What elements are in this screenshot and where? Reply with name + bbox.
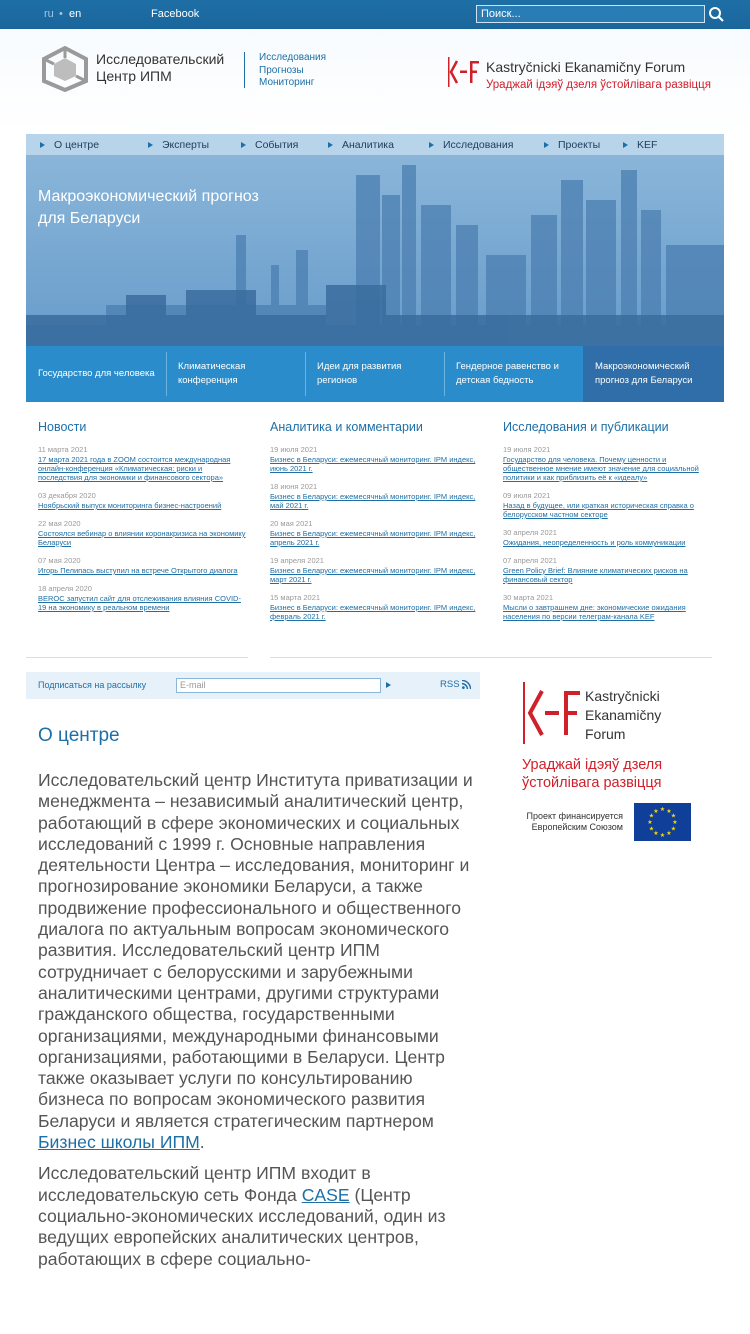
news-date: 19 апреля 2021	[270, 556, 324, 565]
news-date: 22 мая 2020	[38, 519, 81, 528]
news-date: 03 декабря 2020	[38, 491, 96, 500]
nav-item-label: О центре	[54, 139, 100, 151]
main-nav	[26, 134, 724, 155]
news-link[interactable]: BEROC запустил сайт для отслеживания влияния COVID-19 на экономику в реальном времени	[38, 594, 241, 612]
news-link[interactable]: Мысли о завтрашнем дне: экономические ожидания населения по версии телеграм-канала KEF	[503, 603, 686, 621]
subscribe-label: Подписаться на рассылку	[38, 680, 147, 690]
news-link[interactable]: 17 марта 2021 года в ZOOM состоится международная онлайн-конференция «Климатическая: риски и последствия для экономики и финансового сектора»	[38, 455, 231, 482]
tab-regional-ideas[interactable]: Идеи для развития регионов	[317, 361, 402, 386]
news-date: 30 апреля 2021	[503, 528, 557, 537]
logo-tagline	[259, 52, 326, 90]
news-date: 20 мая 2021	[270, 519, 313, 528]
svg-text:★: ★	[647, 819, 653, 826]
column-divider	[503, 657, 712, 658]
publications-column	[503, 420, 713, 630]
tagline-line: Мониторинг	[259, 77, 315, 88]
banner-title[interactable]: Макроэкономический прогноз для Беларуси	[38, 188, 259, 227]
svg-text:★: ★	[666, 808, 672, 815]
eu-funding-text	[508, 811, 623, 833]
news-date: 07 мая 2020	[38, 556, 81, 565]
arrow-right-icon	[623, 142, 628, 148]
svg-text:★: ★	[670, 812, 677, 820]
nav-item-analytics[interactable]	[328, 139, 394, 151]
news-link[interactable]: Государство для человека. Почему ценности и общественное мнение имеют значение для социальной политики и как приблизить её к «идеалу»	[503, 455, 699, 482]
eu-funding-line: Европейским Союзом	[531, 822, 623, 832]
lang-ru-link[interactable]: ru	[44, 8, 54, 20]
arrow-right-icon	[429, 142, 434, 148]
news-link[interactable]: Бизнес в Беларуси: ежемесячный мониторинг. IPM индекс, март 2021 г.	[270, 566, 476, 584]
about-paragraph-text: Исследовательский центр Института приватизации и менеджмента – независимый аналитический центр, работающий в сфере экономических и социальных исследований с 1999 г. Основные направления деятельности Центра – исследования, мониторинг и прогнозирование экономики Беларуси, а также продвижение профессионального и общественного диалога по актуальным вопросам экономического развития. Исследовательский центр ИПМ сотрудничает с белорусскими и зарубежными аналитическими центрами, другими структурами гражданского общества, государственными организациями, международными финансовыми организациями, работающими в Беларуси. Центр также оказывает услуги по консультированию бизнеса по вопросам экономического развития Беларуси и является стратегическим партнером	[38, 770, 473, 1131]
facebook-link[interactable]: Facebook	[151, 8, 200, 20]
business-school-link[interactable]: Бизнес школы ИПМ	[38, 1132, 200, 1153]
list-item	[270, 445, 480, 473]
kef-subtitle: Ураджай ідэяў дзеля ўстойлівага развіцця	[486, 79, 711, 91]
sidebar-kef-title-line: Ekanamičny	[585, 707, 662, 723]
list-item	[503, 491, 713, 519]
news-date: 07 апреля 2021	[503, 556, 557, 565]
news-date: 18 апреля 2020	[38, 584, 92, 593]
about-paragraph-end: .	[199, 1132, 205, 1153]
nav-item-about[interactable]	[40, 139, 99, 151]
nav-item-label: Аналитика	[342, 139, 394, 151]
svg-text:★: ★	[659, 832, 666, 839]
nav-item-kef[interactable]	[623, 139, 657, 151]
about-title: О центре	[38, 725, 120, 746]
svg-text:★: ★	[672, 819, 678, 826]
column-title[interactable]: Исследования и публикации	[503, 420, 669, 434]
kef-title[interactable]: Kastryčnicki Ekanamičny Forum	[486, 59, 686, 75]
sidebar-kef-title-line: Forum	[585, 726, 626, 742]
eu-funding-line: Проект финансируется	[526, 811, 623, 821]
news-date: 30 марта 2021	[503, 593, 554, 602]
news-column	[38, 420, 248, 621]
svg-text:★: ★	[666, 830, 672, 837]
news-link[interactable]: Бизнес в Беларуси: ежемесячный мониторинг. IPM индекс, июнь 2021 г.	[270, 455, 476, 473]
news-link[interactable]: Состоялся вебинар о влиянии коронакризиса на экономику Беларуси	[38, 529, 246, 547]
tab-state-for-people[interactable]: Государство для человека	[38, 368, 155, 379]
kef-logo-icon[interactable]	[447, 55, 481, 89]
list-item	[503, 445, 713, 482]
nav-item-experts[interactable]	[148, 139, 209, 151]
nav-item-research[interactable]	[429, 139, 513, 151]
list-item	[270, 556, 480, 584]
column-divider	[26, 657, 248, 658]
svg-text:★: ★	[659, 806, 666, 813]
news-link[interactable]: Ноябрьский выпуск мониторинга бизнес-настроений	[38, 501, 222, 510]
list-item	[38, 519, 248, 547]
search-icon[interactable]	[708, 6, 724, 22]
news-date: 11 марта 2021	[38, 445, 88, 454]
site-header	[0, 29, 750, 134]
nav-item-label: KEF	[637, 139, 658, 151]
rss-link[interactable]: RSS	[440, 679, 460, 690]
news-link[interactable]: Ожидания, неопределенность и роль коммуникации	[503, 538, 686, 547]
news-date: 18 июня 2021	[270, 482, 318, 491]
tagline-line: Исследования	[259, 52, 327, 63]
eu-flag-icon[interactable]	[634, 803, 691, 841]
subscribe-bar	[26, 672, 480, 699]
sidebar-kef-subtitle-line: ўстойлівага развіцця	[522, 775, 662, 791]
svg-text:★: ★	[670, 825, 677, 833]
about-paragraph	[38, 1163, 483, 1269]
arrow-right-icon	[241, 142, 246, 148]
sidebar-kef-subtitle-line: Ураджай ідэяў дзеля	[522, 757, 663, 773]
list-item	[270, 519, 480, 547]
sidebar-kef-title[interactable]	[585, 687, 661, 744]
column-title[interactable]: Аналитика и комментарии	[270, 420, 423, 434]
sidebar-kef-subtitle	[522, 756, 662, 792]
news-link[interactable]: Бизнес в Беларуси: ежемесячный мониторинг. IPM индекс, май 2021 г.	[270, 492, 476, 510]
sidebar-kef-title-line: Kastryčnicki	[585, 688, 660, 704]
ipm-logo-icon[interactable]	[40, 46, 90, 92]
news-link[interactable]: Игорь Пелипась выступил на встрече Открытого диалога	[38, 566, 238, 575]
news-link[interactable]: Назад в будущее, или краткая историческая справка о белорусском частном секторе	[503, 501, 694, 519]
list-item	[38, 491, 248, 510]
analytics-column	[270, 420, 480, 630]
submit-arrow-icon[interactable]	[386, 682, 391, 688]
list-item	[270, 482, 480, 510]
about-text	[38, 770, 483, 1280]
svg-text:★: ★	[648, 812, 655, 820]
svg-text:★: ★	[653, 808, 659, 815]
email-field[interactable]: E-mail	[176, 678, 381, 693]
nav-item-events[interactable]	[241, 139, 298, 151]
logo-title[interactable]: Исследовательский Центр ИПМ	[96, 51, 225, 84]
arrow-right-icon	[148, 142, 153, 148]
tagline-line: Прогнозы	[259, 64, 304, 76]
search-input[interactable]: Поиск...	[476, 5, 705, 23]
case-link[interactable]: CASE	[301, 1184, 350, 1205]
svg-text:★: ★	[653, 830, 659, 837]
hero-banner	[26, 134, 724, 402]
news-date: 19 июля 2021	[270, 445, 318, 454]
news-link[interactable]: Green Policy Brief: Влияние климатических рисков на финансовый сектор	[503, 566, 688, 584]
list-item	[38, 584, 248, 612]
arrow-right-icon	[40, 142, 45, 148]
list-item	[503, 593, 713, 621]
column-title[interactable]: Новости	[38, 420, 87, 434]
nav-item-projects[interactable]	[544, 139, 600, 151]
arrow-right-icon	[544, 142, 549, 148]
news-link[interactable]: Бизнес в Беларуси: ежемесячный мониторинг. IPM индекс, февраль 2021 г.	[270, 603, 476, 621]
nav-item-label: Проекты	[558, 139, 601, 151]
news-date: 19 июля 2021	[503, 445, 551, 454]
rss-icon[interactable]	[462, 680, 471, 689]
tab-macro-forecast[interactable]: Макроэкономический прогноз для Беларуси	[583, 346, 724, 402]
svg-text:★: ★	[648, 825, 655, 833]
list-item	[503, 556, 713, 584]
list-item	[270, 593, 480, 621]
arrow-right-icon	[328, 142, 333, 148]
news-date: 15 марта 2021	[270, 593, 321, 602]
nav-item-label: Эксперты	[162, 139, 209, 151]
nav-item-label: Исследования	[443, 139, 514, 151]
lang-en-link[interactable]: en	[69, 8, 82, 20]
about-paragraph	[38, 770, 483, 1153]
lang-separator: •	[59, 8, 63, 20]
list-item	[38, 556, 248, 575]
banner-tabs	[26, 346, 724, 402]
column-divider	[270, 657, 508, 658]
list-item	[503, 528, 713, 547]
industrial-skyline-image	[26, 155, 724, 347]
tab-climate-conference[interactable]: Климатическая конференция	[178, 361, 246, 386]
list-item	[38, 445, 248, 482]
top-bar	[0, 0, 750, 29]
news-link[interactable]: Бизнес в Беларуси: ежемесячный мониторинг. IPM индекс, апрель 2021 г.	[270, 529, 476, 547]
logo-divider	[244, 52, 245, 88]
about-paragraph-text: (Центр социально-экономических исследований, один из ведущих европейских аналитических центров, работающих в сфере социально-	[38, 1184, 446, 1269]
tab-gender-equality[interactable]: Гендерное равенство и детская бедность	[456, 361, 559, 386]
about-paragraph-text: Исследовательский центр ИПМ входит в исследовательскую сеть Фонда	[38, 1163, 371, 1205]
news-date: 09 июля 2021	[503, 491, 551, 500]
nav-item-label: События	[255, 139, 299, 151]
